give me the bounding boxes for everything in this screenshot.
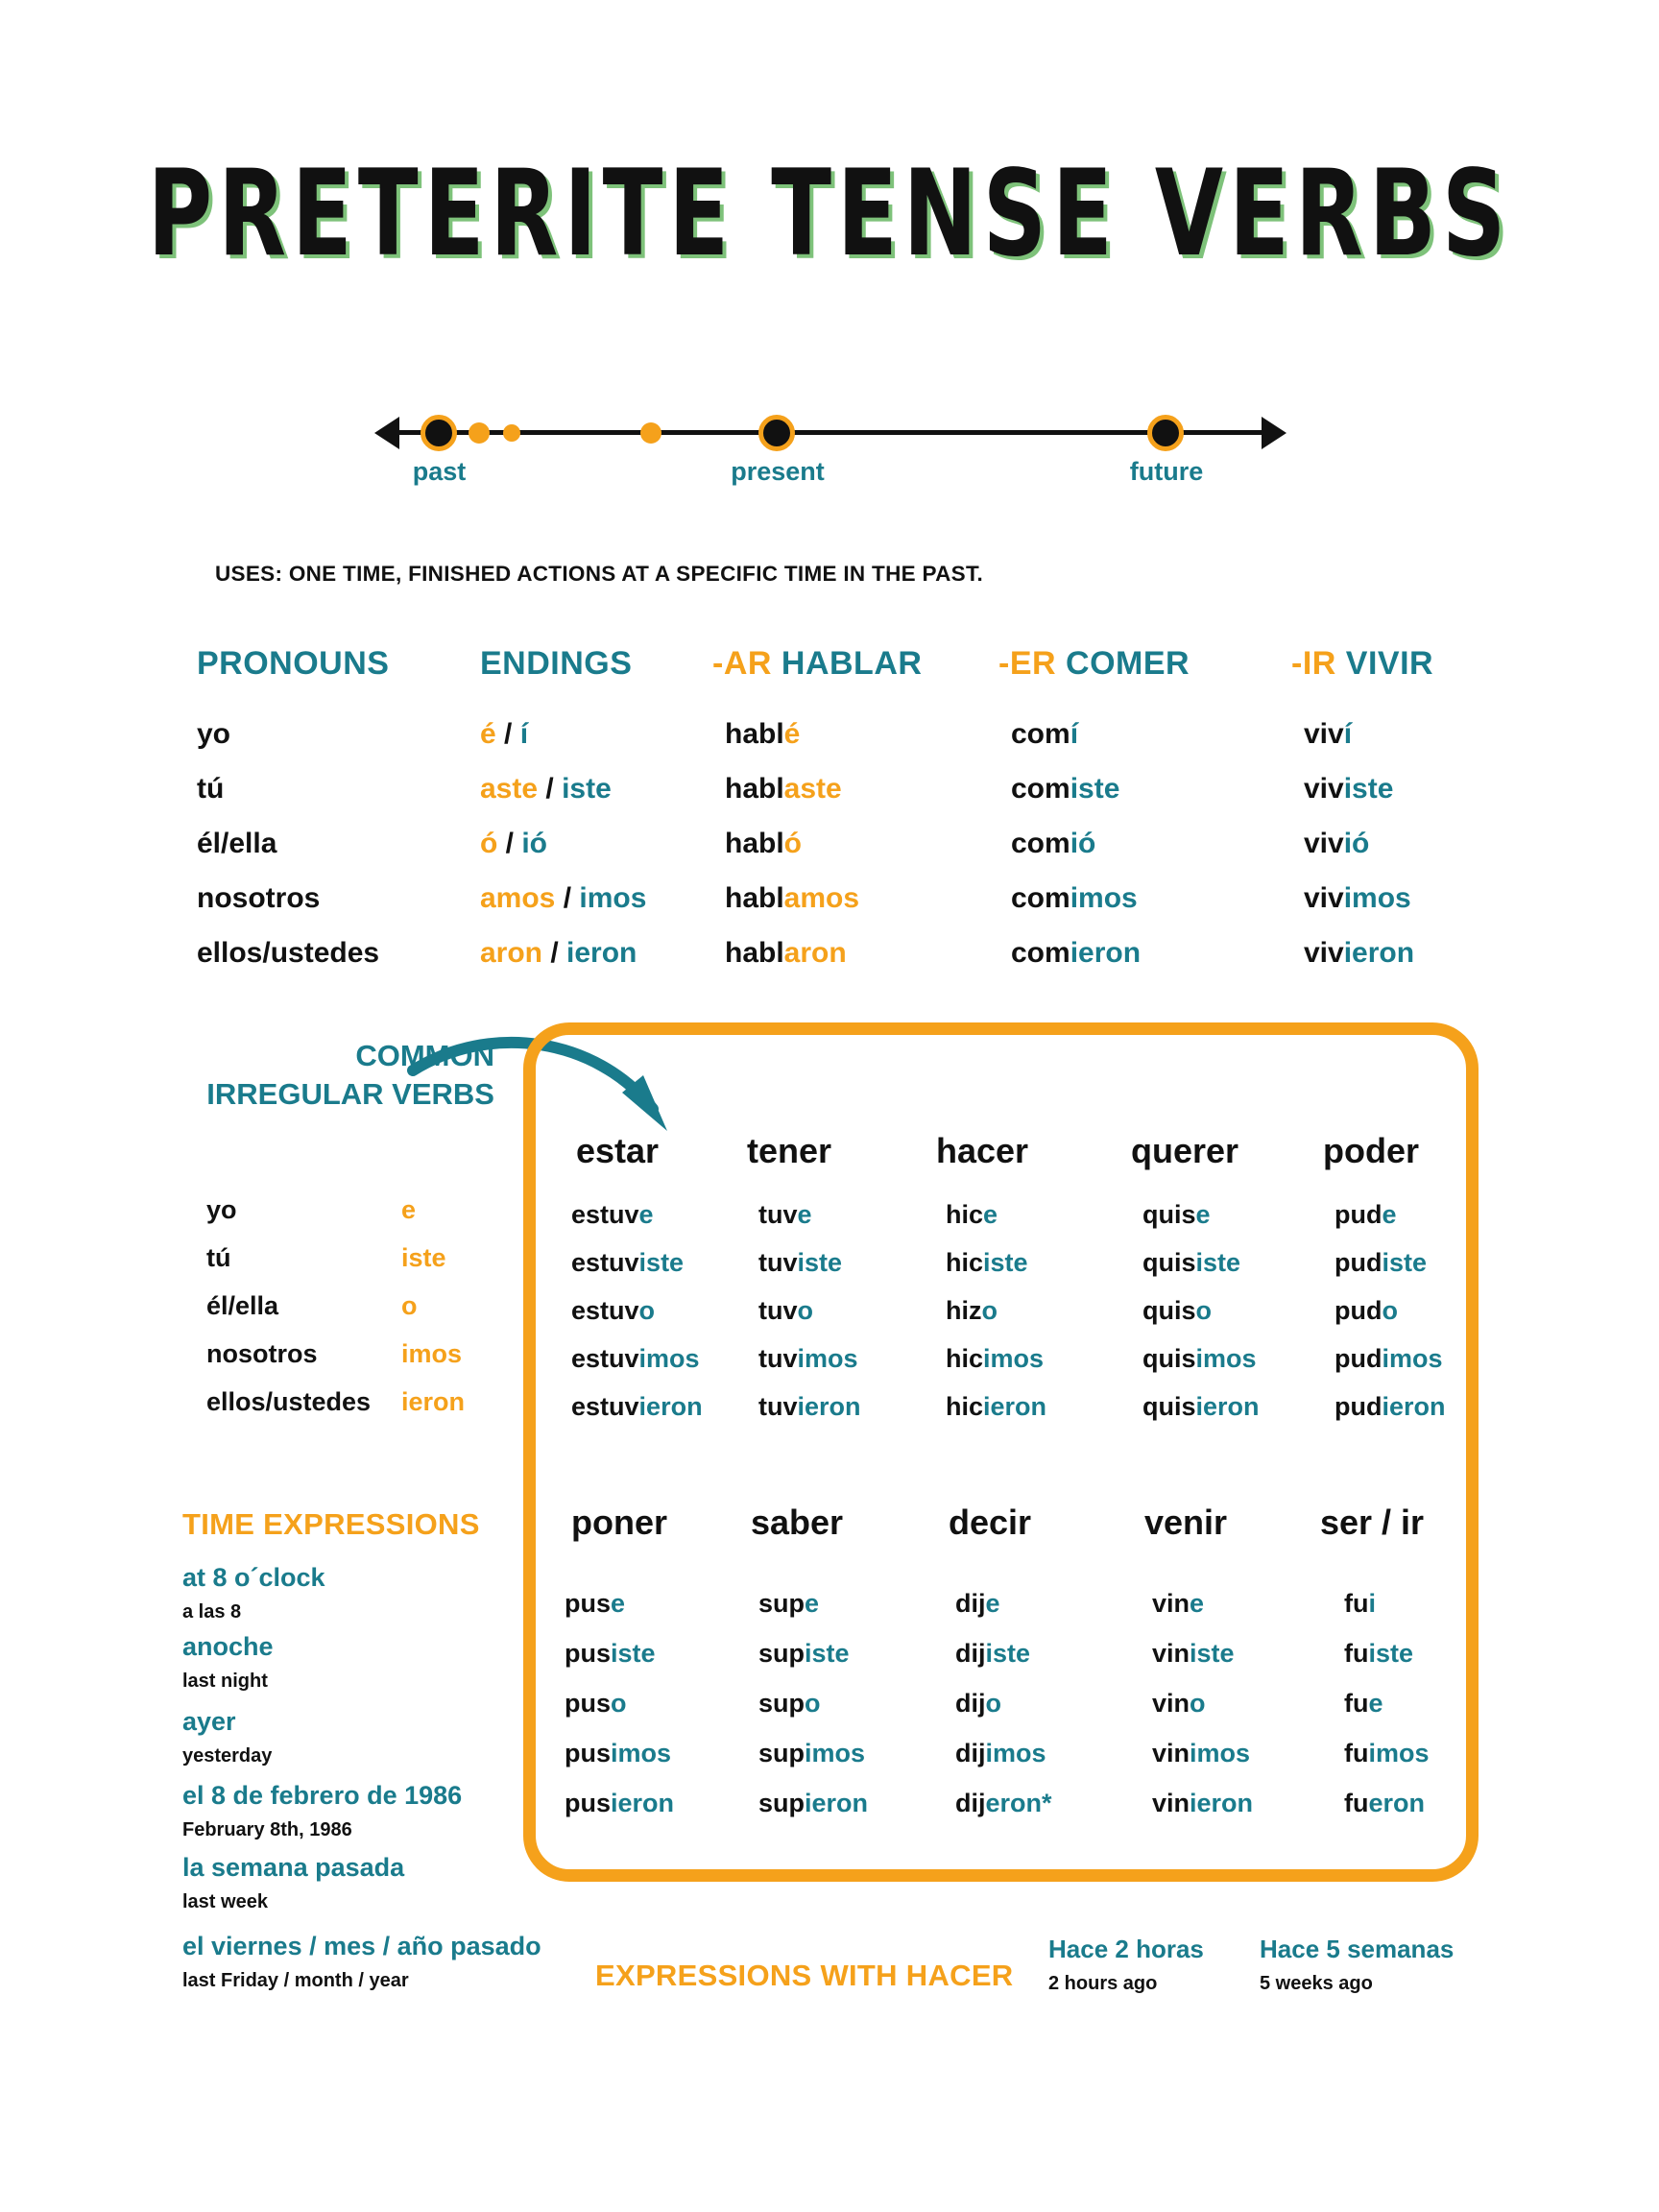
hablar-stem-2: habl [725,773,784,805]
saber-end-4: imos [805,1739,866,1767]
poder-stem-2: pud [1334,1248,1382,1277]
venir-stem-3: vin [1152,1689,1190,1718]
vivir-stem-2: viv [1304,773,1344,805]
hablar-stem-5: habl [725,937,784,969]
querer-stem-4: quis [1142,1344,1196,1373]
ending-ir-1: í [519,718,529,750]
ser-ir-stem-2: fu [1344,1639,1369,1668]
irr-ending-1: e [401,1195,417,1224]
ser-ir-end-5: eron [1368,1789,1425,1817]
vivir-form-1 [1304,718,1352,751]
hacer-stem-4: hic [946,1344,984,1373]
ending-ir-5: ieron [566,937,637,969]
hacer-expressions-heading: EXPRESSIONS WITH HACER [595,1959,1014,1992]
irr-pronoun-yo: yo [206,1195,237,1224]
verb-head-ser-ir: ser / ir [1320,1503,1425,1542]
header-ar-prefix: -AR [712,645,772,682]
tener-stem-3: tuv [758,1296,798,1325]
comer-end-5: ieron [1070,937,1142,969]
ser-ir-end-2: iste [1368,1639,1414,1668]
poner-form-5 [565,1789,674,1818]
time-expression-en-6: last Friday / month / year [182,1970,409,1991]
poner-stem-1: pus [565,1589,612,1618]
comer-form-5 [1011,937,1141,970]
tener-form-5 [758,1392,861,1422]
saber-form-3 [758,1689,821,1719]
tener-form-2 [758,1248,842,1278]
venir-form-1 [1152,1589,1204,1619]
venir-end-2: iste [1190,1639,1235,1668]
ser-ir-stem-5: fu [1344,1789,1369,1817]
time-expression-es-1: at 8 o´clock [182,1563,325,1592]
ser-ir-stem-4: fu [1344,1739,1369,1767]
timeline-axis [394,430,1267,435]
hablar-stem-3: habl [725,828,784,859]
tener-form-1 [758,1200,812,1230]
header-ir-verb: VIVIR [1345,645,1434,682]
estar-stem-5: estuv [571,1392,639,1421]
irr-pronoun-tu: tú [206,1243,231,1272]
saber-form-1 [758,1589,819,1619]
tener-stem-5: tuv [758,1392,798,1421]
poder-form-5 [1334,1392,1446,1422]
vivir-form-3 [1304,828,1369,860]
timeline-label-present: present [731,457,825,486]
verb-head-querer: querer [1131,1131,1239,1170]
comer-end-2: iste [1070,773,1120,805]
header-ir [1291,645,1433,683]
hacer-expression-en-2: 5 weeks ago [1260,1973,1373,1994]
estar-stem-4: estuv [571,1344,639,1373]
comer-form-4 [1011,882,1138,915]
vivir-stem-4: viv [1304,882,1344,914]
decir-end-1: e [985,1589,1000,1618]
irr-ending-3: o [401,1291,418,1320]
estar-form-1 [571,1200,654,1230]
vivir-stem-1: viv [1304,718,1344,750]
timeline-label-past: past [412,457,467,486]
ser-ir-stem-3: fu [1344,1689,1369,1718]
querer-end-2: iste [1195,1248,1241,1277]
verb-head-poder: poder [1323,1131,1420,1170]
decir-form-1 [955,1589,1000,1619]
hacer-stem-3: hiz [946,1296,982,1325]
tener-end-2: iste [797,1248,843,1277]
poder-form-4 [1334,1344,1443,1374]
common-irregular-heading-line1: COMMON [355,1039,494,1072]
timeline-label-future: future [1129,457,1204,486]
estar-end-1: e [638,1200,654,1229]
hacer-end-2: iste [983,1248,1028,1277]
querer-form-4 [1142,1344,1257,1374]
saber-stem-2: sup [758,1639,805,1668]
timeline-dot-past [421,415,457,451]
tener-end-1: e [797,1200,812,1229]
hacer-form-3 [946,1296,998,1326]
venir-stem-5: vin [1152,1789,1190,1817]
time-expression-en-5: last week [182,1891,268,1912]
poder-end-5: ieron [1382,1392,1446,1421]
timeline-dot-small-1 [469,422,490,444]
comer-stem-4: com [1011,882,1070,914]
decir-form-4 [955,1739,1046,1768]
hacer-expression-en-1: 2 hours ago [1048,1973,1158,1994]
timeline-dot-small-2 [503,424,520,442]
estar-stem-3: estuv [571,1296,639,1325]
irr-ending-2: iste [401,1243,446,1272]
verb-head-saber: saber [751,1503,844,1542]
verb-head-hacer: hacer [936,1131,1029,1170]
time-expression-es-6: el viernes / mes / año pasado [182,1932,541,1960]
timeline-graphic [374,394,1286,499]
querer-stem-3: quis [1142,1296,1196,1325]
comer-end-1: í [1070,718,1079,750]
saber-end-2: iste [805,1639,850,1668]
timeline-arrow-left-icon [374,417,399,449]
hablar-form-4 [725,882,859,915]
tener-end-3: o [797,1296,813,1325]
vivir-end-1: í [1343,718,1353,750]
poner-end-1: e [611,1589,626,1618]
time-expression-en-3: yesterday [182,1745,273,1767]
hablar-end-3: ó [783,828,802,859]
saber-stem-3: sup [758,1689,805,1718]
decir-form-2 [955,1639,1030,1669]
ending-ir-2: iste [562,773,612,805]
venir-stem-4: vin [1152,1739,1190,1767]
ser-ir-form-3 [1344,1689,1383,1719]
timeline-dot-present [758,415,795,451]
header-er-verb: COMER [1066,645,1190,682]
querer-end-4: imos [1195,1344,1257,1373]
saber-stem-4: sup [758,1739,805,1767]
poner-end-4: imos [611,1739,672,1767]
verb-head-poner: poner [571,1503,668,1542]
decir-end-3: o [985,1689,1001,1718]
poder-stem-3: pud [1334,1296,1382,1325]
hacer-end-4: imos [983,1344,1045,1373]
querer-stem-2: quis [1142,1248,1196,1277]
venir-end-3: o [1190,1689,1206,1718]
pronoun-el-ella: él/ella [197,828,277,859]
vivir-form-4 [1304,882,1411,915]
verb-head-venir: venir [1144,1503,1228,1542]
vivir-stem-3: viv [1304,828,1344,859]
poder-end-2: iste [1382,1248,1428,1277]
common-irregular-heading-line2: IRREGULAR VERBS [206,1077,494,1112]
comer-stem-5: com [1011,937,1070,969]
poder-form-2 [1334,1248,1427,1278]
tener-form-3 [758,1296,813,1326]
venir-form-5 [1152,1789,1253,1818]
hablar-form-3 [725,828,802,860]
estar-stem-2: estuv [571,1248,639,1277]
ser-ir-form-5 [1344,1789,1425,1818]
saber-end-5: ieron [805,1789,869,1817]
timeline-dot-future [1147,415,1184,451]
poder-form-1 [1334,1200,1397,1230]
time-expressions-heading: TIME EXPRESSIONS [182,1507,480,1541]
poder-stem-1: pud [1334,1200,1382,1229]
venir-form-4 [1152,1739,1250,1768]
venir-stem-2: vin [1152,1639,1190,1668]
venir-form-3 [1152,1689,1206,1719]
poner-stem-2: pus [565,1639,612,1668]
comer-stem-2: com [1011,773,1070,805]
page-title: PRETERITE TENSE VERBS [147,144,1512,283]
saber-form-2 [758,1639,850,1669]
tener-stem-1: tuv [758,1200,798,1229]
venir-end-5: ieron [1190,1789,1254,1817]
estar-form-3 [571,1296,655,1326]
vivir-stem-5: viv [1304,937,1344,969]
hablar-stem-4: habl [725,882,784,914]
saber-form-4 [758,1739,865,1768]
querer-end-5: ieron [1195,1392,1260,1421]
vivir-end-3: ió [1343,828,1370,859]
irr-pronoun-el-ella: él/ella [206,1291,279,1320]
decir-stem-4: dij [955,1739,986,1767]
tener-stem-4: tuv [758,1344,798,1373]
saber-form-5 [758,1789,868,1818]
ending-ar-5: aron [480,937,543,969]
vivir-end-4: imos [1343,882,1411,914]
saber-stem-1: sup [758,1589,805,1618]
saber-end-1: e [805,1589,820,1618]
header-ar-verb: HABLAR [781,645,923,682]
poner-stem-5: pus [565,1789,612,1817]
ending-row-2: aste / iste [480,773,612,805]
comer-form-2 [1011,773,1119,805]
hablar-form-1 [725,718,800,751]
poner-stem-3: pus [565,1689,612,1718]
ending-ir-3: ió [521,828,548,859]
hacer-form-1 [946,1200,998,1230]
ser-ir-stem-1: fu [1344,1589,1369,1618]
poner-form-4 [565,1739,671,1768]
tener-end-5: ieron [797,1392,861,1421]
ending-ir-4: imos [579,882,647,914]
hacer-stem-5: hic [946,1392,984,1421]
decir-end-4: imos [985,1739,1046,1767]
time-expression-es-3: ayer [182,1707,236,1736]
saber-end-3: o [805,1689,821,1718]
poder-end-1: e [1382,1200,1397,1229]
estar-form-4 [571,1344,700,1374]
decir-stem-5: dij [955,1789,986,1817]
hacer-end-3: o [981,1296,998,1325]
poner-end-5: ieron [611,1789,675,1817]
poner-form-3 [565,1689,627,1719]
venir-end-1: e [1190,1589,1205,1618]
poder-stem-4: pud [1334,1344,1382,1373]
header-endings: ENDINGS [480,645,633,682]
decir-form-3 [955,1689,1001,1719]
decir-end-2: iste [985,1639,1031,1668]
vivir-end-5: ieron [1343,937,1415,969]
querer-end-3: o [1195,1296,1213,1325]
ser-ir-form-1 [1344,1589,1376,1619]
time-expression-en-4: February 8th, 1986 [182,1819,352,1840]
hablar-end-4: amos [783,882,860,914]
ending-ar-1: é [480,718,496,750]
ending-ar-3: ó [480,828,498,859]
tener-stem-2: tuv [758,1248,798,1277]
decir-stem-1: dij [955,1589,986,1618]
ser-ir-end-4: imos [1368,1739,1430,1767]
tener-end-4: imos [797,1344,858,1373]
venir-end-4: imos [1190,1739,1251,1767]
querer-form-1 [1142,1200,1211,1230]
estar-form-5 [571,1392,703,1422]
poder-stem-5: pud [1334,1392,1382,1421]
venir-form-2 [1152,1639,1235,1669]
decir-stem-3: dij [955,1689,986,1718]
irr-ending-4: imos [401,1339,463,1368]
saber-stem-5: sup [758,1789,805,1817]
poner-end-3: o [611,1689,627,1718]
time-expression-es-2: anoche [182,1632,274,1661]
verb-head-decir: decir [949,1503,1032,1542]
time-expression-en-1: a las 8 [182,1601,242,1623]
decir-end-5: eron* [985,1789,1052,1817]
header-ar [712,645,922,683]
hacer-end-5: ieron [983,1392,1047,1421]
ending-ar-4: amos [480,882,556,914]
hacer-form-4 [946,1344,1044,1374]
time-expression-es-5: la semana pasada [182,1853,405,1882]
pronoun-tu: tú [197,773,225,805]
verb-head-estar: estar [576,1131,660,1170]
estar-stem-1: estuv [571,1200,639,1229]
timeline-arrow-right-icon [1262,417,1286,449]
venir-stem-1: vin [1152,1589,1190,1618]
querer-form-5 [1142,1392,1260,1422]
header-er-prefix: -ER [998,645,1057,682]
ser-ir-end-1: i [1368,1589,1376,1618]
vivir-form-5 [1304,937,1414,970]
ser-ir-form-4 [1344,1739,1430,1768]
querer-stem-5: quis [1142,1392,1196,1421]
ending-ar-2: aste [480,773,539,805]
poner-stem-4: pus [565,1739,612,1767]
time-expression-en-2: last night [182,1671,268,1692]
hablar-form-5 [725,937,847,970]
ser-ir-end-3: e [1368,1689,1383,1718]
ending-row-5: aron / ieron [480,937,637,969]
ser-ir-form-2 [1344,1639,1413,1669]
estar-end-3: o [638,1296,656,1325]
header-ir-prefix: -IR [1291,645,1336,682]
irr-pronoun-ellos-ustedes: ellos/ustedes [206,1387,372,1416]
ending-row-1: é / í [480,718,529,750]
estar-end-4: imos [638,1344,700,1373]
irr-ending-5: ieron [401,1387,466,1416]
poner-form-2 [565,1639,656,1669]
hablar-stem-1: habl [725,718,784,750]
vivir-form-2 [1304,773,1393,805]
hablar-end-1: é [783,718,801,750]
pronoun-nosotros: nosotros [197,882,321,914]
poder-form-3 [1334,1296,1398,1326]
poner-end-2: iste [611,1639,656,1668]
hacer-expression-es-1: Hace 2 horas [1048,1935,1204,1963]
comer-stem-1: com [1011,718,1070,750]
pronoun-yo: yo [197,718,231,750]
estar-end-5: ieron [638,1392,703,1421]
querer-stem-1: quis [1142,1200,1196,1229]
header-pronouns: PRONOUNS [197,645,390,682]
comer-form-1 [1011,718,1078,751]
tener-form-4 [758,1344,858,1374]
estar-end-2: iste [638,1248,685,1277]
comer-form-3 [1011,828,1095,860]
time-expression-es-4: el 8 de febrero de 1986 [182,1781,463,1810]
hablar-end-5: aron [783,937,847,969]
ending-row-3: ó / ió [480,828,548,859]
poner-form-1 [565,1589,625,1619]
decir-form-5 [955,1789,1052,1818]
querer-end-1: e [1195,1200,1211,1229]
header-er [998,645,1190,683]
decir-stem-2: dij [955,1639,986,1668]
hablar-end-2: aste [783,773,842,805]
timeline-dot-small-3 [640,422,661,444]
hablar-form-2 [725,773,842,805]
hacer-stem-2: hic [946,1248,984,1277]
ending-row-4: amos / imos [480,882,647,914]
hacer-end-1: e [983,1200,998,1229]
hacer-form-2 [946,1248,1028,1278]
comer-stem-3: com [1011,828,1070,859]
comer-end-4: imos [1070,882,1138,914]
querer-form-3 [1142,1296,1212,1326]
poder-end-3: o [1382,1296,1398,1325]
estar-form-2 [571,1248,684,1278]
querer-form-2 [1142,1248,1240,1278]
hacer-stem-1: hic [946,1200,984,1229]
hacer-form-5 [946,1392,1046,1422]
pronoun-ellos-ustedes: ellos/ustedes [197,937,380,969]
vivir-end-2: iste [1343,773,1394,805]
hacer-expression-es-2: Hace 5 semanas [1260,1935,1455,1963]
irr-pronoun-nosotros: nosotros [206,1339,318,1368]
poder-end-4: imos [1382,1344,1443,1373]
uses-statement: USES: ONE TIME, FINISHED ACTIONS AT A SPECIFIC TIME IN THE PAST. [215,562,984,586]
verb-head-tener: tener [747,1131,832,1170]
comer-end-3: ió [1070,828,1096,859]
